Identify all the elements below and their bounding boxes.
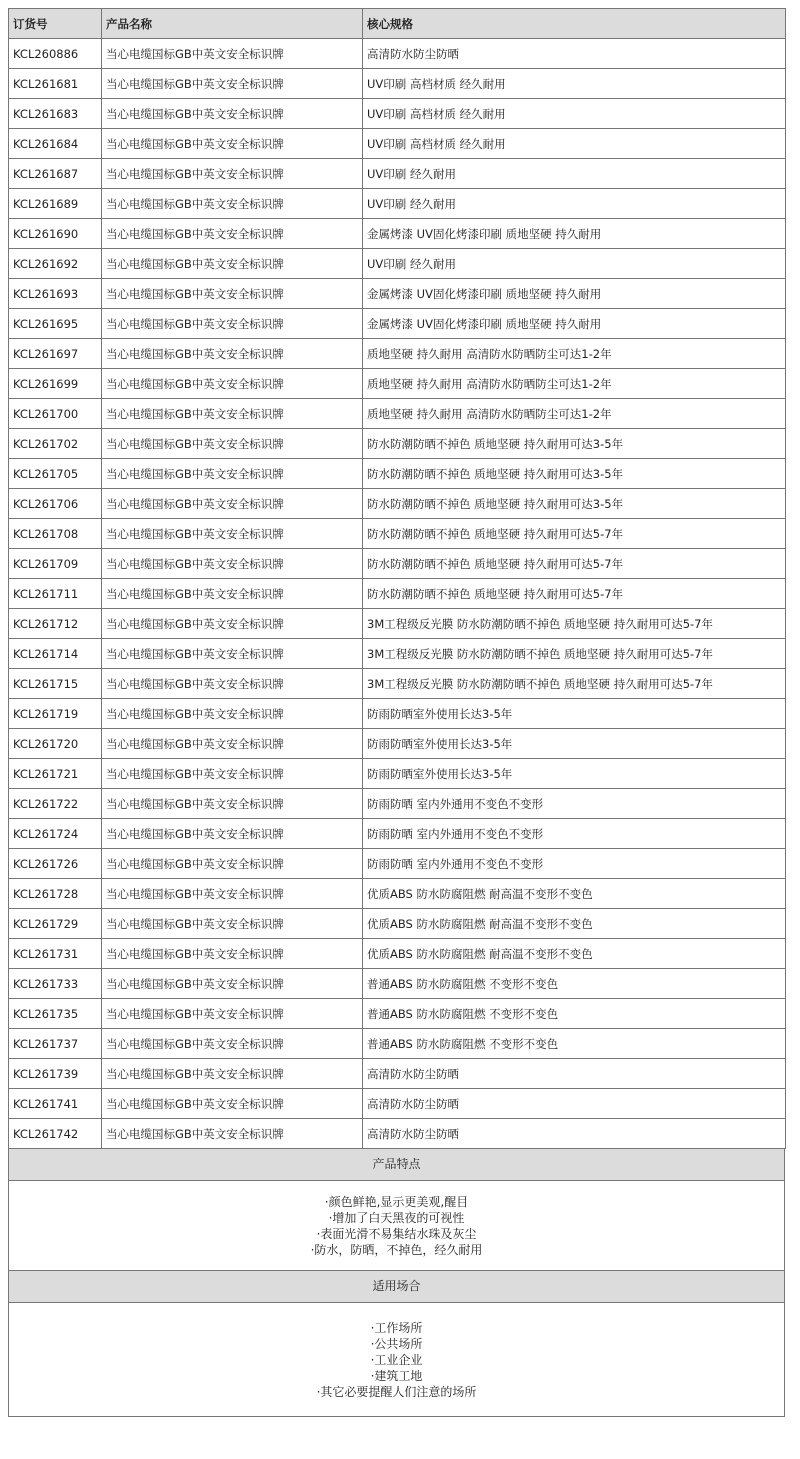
cell-core-spec: 优质ABS 防水防腐阻燃 耐高温不变形不变色 <box>363 879 786 909</box>
cell-core-spec: 防雨防晒 室内外通用不变色不变形 <box>363 819 786 849</box>
cell-core-spec: 3M工程级反光膜 防水防潮防晒不掉色 质地坚硬 持久耐用可达5-7年 <box>363 669 786 699</box>
cell-product-name: 当心电缆国标GB中英文安全标识牌 <box>102 219 363 249</box>
table-row <box>9 309 786 339</box>
table-row <box>9 549 786 579</box>
features-panel <box>8 1181 785 1271</box>
cell-order-no: KCL261689 <box>9 189 102 219</box>
cell-order-no: KCL261697 <box>9 339 102 369</box>
scenes-heading: 适用场合 <box>8 1271 785 1303</box>
cell-order-no: KCL261742 <box>9 1119 102 1149</box>
cell-core-spec: UV印刷 高档材质 经久耐用 <box>363 129 786 159</box>
cell-product-name: 当心电缆国标GB中英文安全标识牌 <box>102 249 363 279</box>
cell-product-name: 当心电缆国标GB中英文安全标识牌 <box>102 159 363 189</box>
cell-product-name: 当心电缆国标GB中英文安全标识牌 <box>102 1059 363 1089</box>
cell-order-no: KCL261712 <box>9 609 102 639</box>
cell-order-no: KCL261724 <box>9 819 102 849</box>
cell-product-name: 当心电缆国标GB中英文安全标识牌 <box>102 1089 363 1119</box>
cell-product-name: 当心电缆国标GB中英文安全标识牌 <box>102 129 363 159</box>
feature-item: ·表面光滑不易集结水珠及灰尘 <box>316 1226 477 1241</box>
table-row <box>9 909 786 939</box>
table-row <box>9 939 786 969</box>
cell-order-no: KCL261705 <box>9 459 102 489</box>
cell-product-name: 当心电缆国标GB中英文安全标识牌 <box>102 789 363 819</box>
table-row <box>9 39 786 69</box>
table-row <box>9 429 786 459</box>
cell-core-spec: 防雨防晒 室内外通用不变色不变形 <box>363 789 786 819</box>
cell-core-spec: 防水防潮防晒不掉色 质地坚硬 持久耐用可达3-5年 <box>363 429 786 459</box>
cell-order-no: KCL261731 <box>9 939 102 969</box>
cell-product-name: 当心电缆国标GB中英文安全标识牌 <box>102 1119 363 1149</box>
table-row <box>9 1059 786 1089</box>
cell-product-name: 当心电缆国标GB中英文安全标识牌 <box>102 759 363 789</box>
cell-product-name: 当心电缆国标GB中英文安全标识牌 <box>102 819 363 849</box>
cell-core-spec: 防雨防晒室外使用长达3-5年 <box>363 759 786 789</box>
cell-product-name: 当心电缆国标GB中英文安全标识牌 <box>102 309 363 339</box>
cell-order-no: KCL261684 <box>9 129 102 159</box>
cell-core-spec: 高清防水防尘防晒 <box>363 39 786 69</box>
table-row <box>9 1029 786 1059</box>
feature-item: ·防水，防晒，不掉色，经久耐用 <box>310 1242 483 1257</box>
cell-order-no: KCL261699 <box>9 369 102 399</box>
spec-table <box>8 8 786 1149</box>
table-row <box>9 609 786 639</box>
table-row <box>9 519 786 549</box>
header-core-spec: 核心规格 <box>363 9 786 39</box>
cell-product-name: 当心电缆国标GB中英文安全标识牌 <box>102 699 363 729</box>
cell-order-no: KCL261687 <box>9 159 102 189</box>
feature-item: ·增加了白天黑夜的可视性 <box>328 1210 465 1225</box>
cell-core-spec: 高清防水防尘防晒 <box>363 1119 786 1149</box>
cell-core-spec: UV印刷 经久耐用 <box>363 249 786 279</box>
cell-product-name: 当心电缆国标GB中英文安全标识牌 <box>102 1029 363 1059</box>
cell-order-no: KCL261690 <box>9 219 102 249</box>
cell-core-spec: 防水防潮防晒不掉色 质地坚硬 持久耐用可达5-7年 <box>363 579 786 609</box>
cell-product-name: 当心电缆国标GB中英文安全标识牌 <box>102 999 363 1029</box>
cell-product-name: 当心电缆国标GB中英文安全标识牌 <box>102 279 363 309</box>
cell-order-no: KCL260886 <box>9 39 102 69</box>
cell-core-spec: 优质ABS 防水防腐阻燃 耐高温不变形不变色 <box>363 909 786 939</box>
cell-core-spec: 防水防潮防晒不掉色 质地坚硬 持久耐用可达5-7年 <box>363 519 786 549</box>
cell-product-name: 当心电缆国标GB中英文安全标识牌 <box>102 879 363 909</box>
cell-core-spec: 防水防潮防晒不掉色 质地坚硬 持久耐用可达5-7年 <box>363 549 786 579</box>
table-row <box>9 759 786 789</box>
cell-product-name: 当心电缆国标GB中英文安全标识牌 <box>102 519 363 549</box>
cell-order-no: KCL261719 <box>9 699 102 729</box>
cell-order-no: KCL261739 <box>9 1059 102 1089</box>
cell-order-no: KCL261709 <box>9 549 102 579</box>
cell-product-name: 当心电缆国标GB中英文安全标识牌 <box>102 459 363 489</box>
table-row <box>9 969 786 999</box>
table-row <box>9 279 786 309</box>
table-row <box>9 369 786 399</box>
cell-product-name: 当心电缆国标GB中英文安全标识牌 <box>102 489 363 519</box>
cell-order-no: KCL261706 <box>9 489 102 519</box>
cell-core-spec: 3M工程级反光膜 防水防潮防晒不掉色 质地坚硬 持久耐用可达5-7年 <box>363 609 786 639</box>
cell-order-no: KCL261714 <box>9 639 102 669</box>
features-heading: 产品特点 <box>8 1149 785 1181</box>
scene-item: ·其它必要提醒人们注意的场所 <box>316 1384 477 1399</box>
table-row <box>9 849 786 879</box>
table-row <box>9 669 786 699</box>
table-row <box>9 489 786 519</box>
cell-core-spec: 防水防潮防晒不掉色 质地坚硬 持久耐用可达3-5年 <box>363 489 786 519</box>
cell-core-spec: 3M工程级反光膜 防水防潮防晒不掉色 质地坚硬 持久耐用可达5-7年 <box>363 639 786 669</box>
cell-core-spec: 防雨防晒 室内外通用不变色不变形 <box>363 849 786 879</box>
cell-order-no: KCL261737 <box>9 1029 102 1059</box>
cell-core-spec: 高清防水防尘防晒 <box>363 1089 786 1119</box>
cell-core-spec: 防水防潮防晒不掉色 质地坚硬 持久耐用可达3-5年 <box>363 459 786 489</box>
cell-core-spec: 质地坚硬 持久耐用 高清防水防晒防尘可达1-2年 <box>363 369 786 399</box>
scenes-list <box>9 1320 784 1400</box>
cell-product-name: 当心电缆国标GB中英文安全标识牌 <box>102 69 363 99</box>
spec-document <box>8 8 785 1417</box>
table-row <box>9 789 786 819</box>
table-row <box>9 399 786 429</box>
table-row <box>9 459 786 489</box>
features-list <box>9 1194 784 1258</box>
table-row <box>9 1119 786 1149</box>
scene-item: ·建筑工地 <box>370 1368 423 1383</box>
feature-item: ·颜色鲜艳,显示更美观,醒目 <box>324 1194 469 1209</box>
table-row <box>9 339 786 369</box>
cell-product-name: 当心电缆国标GB中英文安全标识牌 <box>102 369 363 399</box>
table-row <box>9 699 786 729</box>
cell-product-name: 当心电缆国标GB中英文安全标识牌 <box>102 549 363 579</box>
cell-order-no: KCL261722 <box>9 789 102 819</box>
table-row <box>9 999 786 1029</box>
cell-product-name: 当心电缆国标GB中英文安全标识牌 <box>102 939 363 969</box>
cell-order-no: KCL261721 <box>9 759 102 789</box>
table-row <box>9 579 786 609</box>
cell-order-no: KCL261720 <box>9 729 102 759</box>
cell-core-spec: 普通ABS 防水防腐阻燃 不变形不变色 <box>363 999 786 1029</box>
cell-core-spec: 防雨防晒室外使用长达3-5年 <box>363 729 786 759</box>
cell-order-no: KCL261702 <box>9 429 102 459</box>
cell-order-no: KCL261728 <box>9 879 102 909</box>
cell-order-no: KCL261683 <box>9 99 102 129</box>
cell-product-name: 当心电缆国标GB中英文安全标识牌 <box>102 969 363 999</box>
scene-item: ·工业企业 <box>370 1352 423 1367</box>
cell-product-name: 当心电缆国标GB中英文安全标识牌 <box>102 669 363 699</box>
cell-order-no: KCL261715 <box>9 669 102 699</box>
cell-core-spec: 普通ABS 防水防腐阻燃 不变形不变色 <box>363 1029 786 1059</box>
scene-item: ·公共场所 <box>370 1336 423 1351</box>
cell-order-no: KCL261692 <box>9 249 102 279</box>
table-row <box>9 99 786 129</box>
cell-product-name: 当心电缆国标GB中英文安全标识牌 <box>102 609 363 639</box>
cell-order-no: KCL261735 <box>9 999 102 1029</box>
cell-core-spec: 普通ABS 防水防腐阻燃 不变形不变色 <box>363 969 786 999</box>
cell-core-spec: UV印刷 高档材质 经久耐用 <box>363 69 786 99</box>
cell-order-no: KCL261741 <box>9 1089 102 1119</box>
cell-order-no: KCL261708 <box>9 519 102 549</box>
cell-core-spec: UV印刷 高档材质 经久耐用 <box>363 99 786 129</box>
cell-core-spec: 金属烤漆 UV固化烤漆印刷 质地坚硬 持久耐用 <box>363 279 786 309</box>
cell-order-no: KCL261681 <box>9 69 102 99</box>
table-header-row <box>9 9 786 39</box>
table-row <box>9 129 786 159</box>
table-row <box>9 879 786 909</box>
cell-order-no: KCL261695 <box>9 309 102 339</box>
table-row <box>9 249 786 279</box>
cell-product-name: 当心电缆国标GB中英文安全标识牌 <box>102 189 363 219</box>
cell-order-no: KCL261711 <box>9 579 102 609</box>
cell-order-no: KCL261729 <box>9 909 102 939</box>
cell-core-spec: UV印刷 经久耐用 <box>363 189 786 219</box>
cell-core-spec: 金属烤漆 UV固化烤漆印刷 质地坚硬 持久耐用 <box>363 219 786 249</box>
cell-product-name: 当心电缆国标GB中英文安全标识牌 <box>102 339 363 369</box>
cell-product-name: 当心电缆国标GB中英文安全标识牌 <box>102 729 363 759</box>
table-row <box>9 189 786 219</box>
table-row <box>9 219 786 249</box>
cell-product-name: 当心电缆国标GB中英文安全标识牌 <box>102 39 363 69</box>
table-row <box>9 69 786 99</box>
table-body <box>9 39 786 1149</box>
table-row <box>9 1089 786 1119</box>
cell-order-no: KCL261693 <box>9 279 102 309</box>
cell-product-name: 当心电缆国标GB中英文安全标识牌 <box>102 429 363 459</box>
cell-core-spec: 质地坚硬 持久耐用 高清防水防晒防尘可达1-2年 <box>363 399 786 429</box>
cell-core-spec: 高清防水防尘防晒 <box>363 1059 786 1089</box>
cell-order-no: KCL261733 <box>9 969 102 999</box>
cell-product-name: 当心电缆国标GB中英文安全标识牌 <box>102 909 363 939</box>
cell-core-spec: UV印刷 经久耐用 <box>363 159 786 189</box>
cell-core-spec: 优质ABS 防水防腐阻燃 耐高温不变形不变色 <box>363 939 786 969</box>
cell-product-name: 当心电缆国标GB中英文安全标识牌 <box>102 579 363 609</box>
cell-product-name: 当心电缆国标GB中英文安全标识牌 <box>102 399 363 429</box>
table-row <box>9 639 786 669</box>
cell-product-name: 当心电缆国标GB中英文安全标识牌 <box>102 849 363 879</box>
table-row <box>9 729 786 759</box>
cell-order-no: KCL261700 <box>9 399 102 429</box>
scene-item: ·工作场所 <box>370 1320 423 1335</box>
table-row <box>9 819 786 849</box>
cell-core-spec: 防雨防晒室外使用长达3-5年 <box>363 699 786 729</box>
header-order-no: 订货号 <box>9 9 102 39</box>
cell-order-no: KCL261726 <box>9 849 102 879</box>
table-row <box>9 159 786 189</box>
cell-core-spec: 金属烤漆 UV固化烤漆印刷 质地坚硬 持久耐用 <box>363 309 786 339</box>
scenes-panel <box>8 1303 785 1417</box>
cell-core-spec: 质地坚硬 持久耐用 高清防水防晒防尘可达1-2年 <box>363 339 786 369</box>
header-product-name: 产品名称 <box>102 9 363 39</box>
cell-product-name: 当心电缆国标GB中英文安全标识牌 <box>102 99 363 129</box>
cell-product-name: 当心电缆国标GB中英文安全标识牌 <box>102 639 363 669</box>
